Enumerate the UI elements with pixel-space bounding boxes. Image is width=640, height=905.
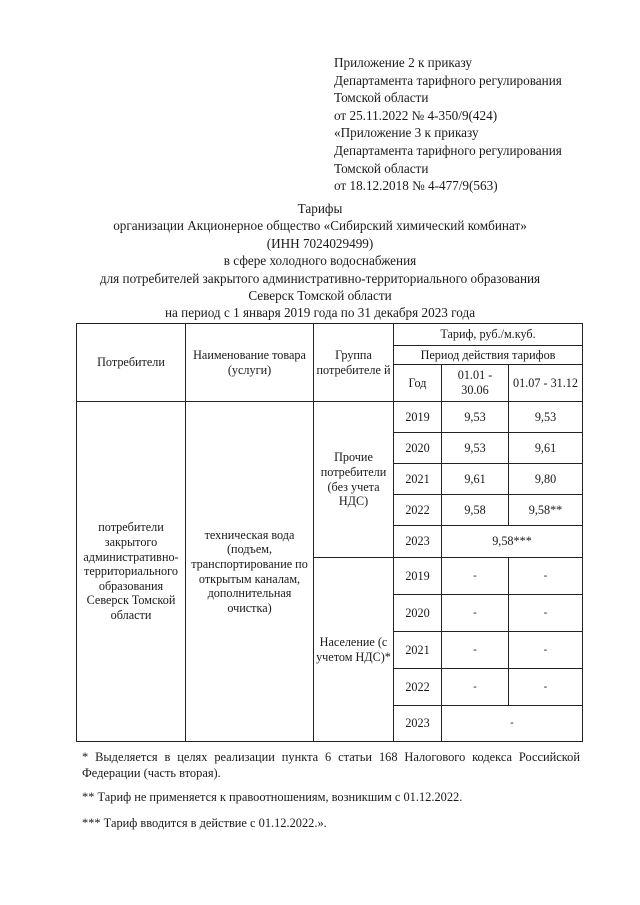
footnote-2: ** Тариф не применяется к правоотношениям, возникшим с 01.12.2022.	[82, 790, 463, 805]
document-title	[0, 200, 640, 322]
tariff-h1-cell: 9,58	[442, 495, 509, 526]
tariff-h2-cell: -	[509, 669, 583, 706]
appendix-line: от 25.11.2022 № 4-350/9(424)	[334, 107, 498, 123]
tariff-h1-cell: -	[442, 558, 509, 595]
tariff-h2-cell: 9,80	[509, 464, 583, 495]
title-line: в сфере холодного водоснабжения	[223, 253, 417, 269]
title-line: (ИНН 7024029499)	[266, 235, 374, 251]
title-line: Северск Томской области	[248, 288, 392, 304]
title-line: на период с 1 января 2019 года по 31 декабря 2023 года	[164, 305, 476, 321]
tariff-h2-cell: 9,58**	[509, 495, 583, 526]
appendix-line: Департамента тарифного регулирования	[334, 142, 562, 158]
header-group: Группа потребителе й	[314, 324, 394, 402]
group-population: Население (с учетом НДС)*	[314, 558, 394, 742]
year-cell: 2020	[394, 433, 442, 464]
header-half-2: 01.07 - 31.12	[509, 365, 583, 402]
year-cell: 2022	[394, 495, 442, 526]
tariff-merged-cell: -	[442, 706, 583, 742]
header-year: Год	[394, 365, 442, 402]
tariff-h1-cell: -	[442, 669, 509, 706]
tariff-h2-cell: -	[509, 595, 583, 632]
year-cell: 2019	[394, 402, 442, 433]
tariff-merged-cell: 9,58***	[442, 526, 583, 558]
header-period: Период действия тарифов	[394, 346, 583, 365]
product-cell: техническая вода (подъем, транспортирование по открытым каналам, дополнительная очистка)	[186, 402, 314, 742]
year-cell: 2020	[394, 595, 442, 632]
tariff-h1-cell: 9,61	[442, 464, 509, 495]
footnotes	[82, 749, 580, 831]
footnote-1: * Выделяется в целях реализации пункта 6 статьи 168 Налогового кодекса Российской Федерации (часть вторая).	[82, 750, 580, 781]
year-cell: 2023	[394, 526, 442, 558]
tariff-h2-cell: -	[509, 632, 583, 669]
tariff-table	[76, 323, 583, 742]
tariff-h1-cell: 9,53	[442, 433, 509, 464]
appendix-line: от 18.12.2018 № 4-477/9(563)	[334, 178, 498, 194]
header-product: Наименование товара (услуги)	[186, 324, 314, 402]
appendix-header	[334, 54, 562, 195]
appendix-line: «Приложение 3 к приказу	[334, 125, 479, 141]
appendix-line: Приложение 2 к приказу	[334, 55, 472, 70]
tariff-h1-cell: -	[442, 595, 509, 632]
tariff-h2-cell: 9,61	[509, 433, 583, 464]
group-other: Прочие потребители (без учета НДС)	[314, 402, 394, 558]
title-line: для потребителей закрытого административно-территориального образования	[99, 270, 541, 286]
footnote-3: *** Тариф вводится в действие с 01.12.2022.».	[82, 815, 327, 830]
year-cell: 2021	[394, 632, 442, 669]
year-cell: 2019	[394, 558, 442, 595]
consumer-cell: потребители закрытого административно-территориального образования Северск Томской области	[77, 402, 186, 742]
header-tariff: Тариф, руб./м.куб.	[394, 324, 583, 346]
appendix-line: Департамента тарифного регулирования	[334, 72, 562, 88]
tariff-h2-cell: -	[509, 558, 583, 595]
appendix-line: Томской области	[334, 160, 429, 176]
header-half-1: 01.01 - 30.06	[442, 365, 509, 402]
year-cell: 2021	[394, 464, 442, 495]
appendix-line: Томской области	[334, 90, 429, 106]
title-line: организации Акционерное общество «Сибирский химический комбинат»	[113, 218, 527, 234]
title-line: Тарифы	[297, 201, 343, 216]
year-cell: 2023	[394, 706, 442, 742]
tariff-h1-cell: 9,53	[442, 402, 509, 433]
tariff-h1-cell: -	[442, 632, 509, 669]
tariff-h2-cell: 9,53	[509, 402, 583, 433]
header-consumers: Потребители	[77, 324, 186, 402]
year-cell: 2022	[394, 669, 442, 706]
